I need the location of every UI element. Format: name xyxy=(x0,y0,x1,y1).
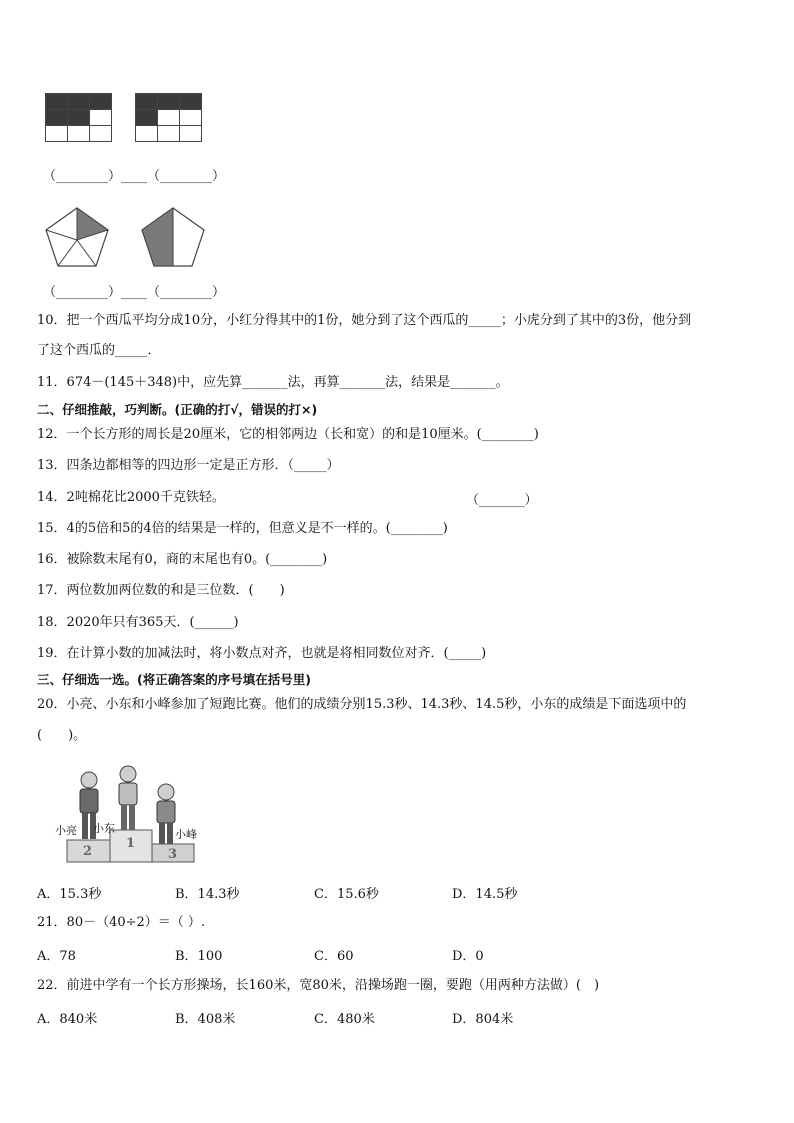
podium-place-1: 1 xyxy=(126,836,136,851)
question-12: 12．一个长方形的周长是20厘米，它的相邻两边（长和宽）的和是10厘米。(________) xyxy=(37,427,539,442)
grid-cell xyxy=(180,126,202,142)
pentagon-diagram-1 xyxy=(42,204,112,270)
question-21: 21．80－（40÷2）＝（ ）. xyxy=(37,915,206,930)
question-10-line-1: 10．把一个西瓜平均分成10分，小红分得其中的1份，她分到了这个西瓜的_____；小虎分到了其中的3份，他分到 xyxy=(37,313,692,328)
question-15: 15．4的5倍和5的4倍的结果是一样的，但意义是不一样的。(________) xyxy=(37,521,448,536)
question-20-line-1: 20．小亮、小东和小峰参加了短跑比赛。他们的成绩分别15.3秒、14.3秒、14.5秒，小东的成绩是下面选项中的 xyxy=(37,697,687,712)
grid-cell xyxy=(90,126,112,142)
grid-cell xyxy=(68,94,90,110)
q20-option-b: B．14.3秒 xyxy=(175,887,240,902)
section-2-heading: 二、仔细推敲，巧判断。(正确的打√，错误的打×) xyxy=(37,402,318,417)
q20-option-a: A．15.3秒 xyxy=(37,887,102,902)
q20-option-c: C．15.6秒 xyxy=(314,887,379,902)
fraction-answer-row-1: （________）____（________） xyxy=(43,169,226,184)
question-20-line-2: ( )。 xyxy=(37,728,87,743)
question-11: 11．674－(145＋348)中，应先算_______法，再算_______法，结果是_______。 xyxy=(37,375,509,390)
q21-option-a: A．78 xyxy=(37,949,76,964)
grid-cell xyxy=(180,94,202,110)
question-19: 19．在计算小数的加减法时，将小数点对齐，也就是将相同数位对齐．(_____) xyxy=(37,646,487,661)
grid-cell xyxy=(90,110,112,126)
question-13: 13．四条边都相等的四边形一定是正方形．（_____） xyxy=(37,458,340,473)
grid-cell xyxy=(136,126,158,142)
grid-cell xyxy=(136,110,158,126)
question-14: 14．2吨棉花比2000千克铁轻。 xyxy=(37,490,225,505)
podium-place-3: 3 xyxy=(168,847,178,862)
grid-cell xyxy=(180,110,202,126)
q21-option-b: B．100 xyxy=(175,949,223,964)
podium-name-xiaodong: 小东 xyxy=(93,822,115,835)
q21-option-d: D．0 xyxy=(452,949,484,964)
podium-place-2: 2 xyxy=(83,844,93,859)
grid-cell xyxy=(90,94,112,110)
q22-option-a: A．840米 xyxy=(37,1012,98,1027)
q20-option-d: D．14.5秒 xyxy=(452,887,518,902)
grid-cell xyxy=(46,110,68,126)
question-17: 17．两位数加两位数的和是三位数．( ) xyxy=(37,583,285,598)
fraction-grid-1 xyxy=(45,93,112,142)
grid-cell xyxy=(158,94,180,110)
podium-name-xiaofeng: 小峰 xyxy=(175,828,197,841)
grid-cell xyxy=(68,126,90,142)
podium-illustration xyxy=(55,762,205,867)
q22-option-b: B．408米 xyxy=(175,1012,236,1027)
question-10-line-2: 了这个西瓜的_____． xyxy=(37,343,161,358)
q22-option-d: D．804米 xyxy=(452,1012,514,1027)
fraction-answer-row-2: （________）____（________） xyxy=(43,285,226,300)
podium-name-xiaoliang: 小亮 xyxy=(55,824,77,837)
grid-cell xyxy=(68,110,90,126)
fraction-grid-2 xyxy=(135,93,202,142)
question-14-blank: （_______） xyxy=(466,493,538,508)
question-18: 18．2020年只有365天．(______) xyxy=(37,615,239,630)
section-3-heading: 三、仔细选一选。(将正确答案的序号填在括号里) xyxy=(37,672,311,687)
question-16: 16．被除数末尾有0，商的末尾也有0。(________) xyxy=(37,552,328,567)
grid-cell xyxy=(136,94,158,110)
question-22: 22．前进中学有一个长方形操场，长160米，宽80米，沿操场跑一圈，要跑（用两种方法做）( ) xyxy=(37,978,600,993)
q21-option-c: C．60 xyxy=(314,949,354,964)
grid-cell xyxy=(158,110,180,126)
grid-cell xyxy=(46,126,68,142)
pentagon-diagram-2 xyxy=(138,204,208,270)
q22-option-c: C．480米 xyxy=(314,1012,375,1027)
grid-cell xyxy=(158,126,180,142)
grid-cell xyxy=(46,94,68,110)
